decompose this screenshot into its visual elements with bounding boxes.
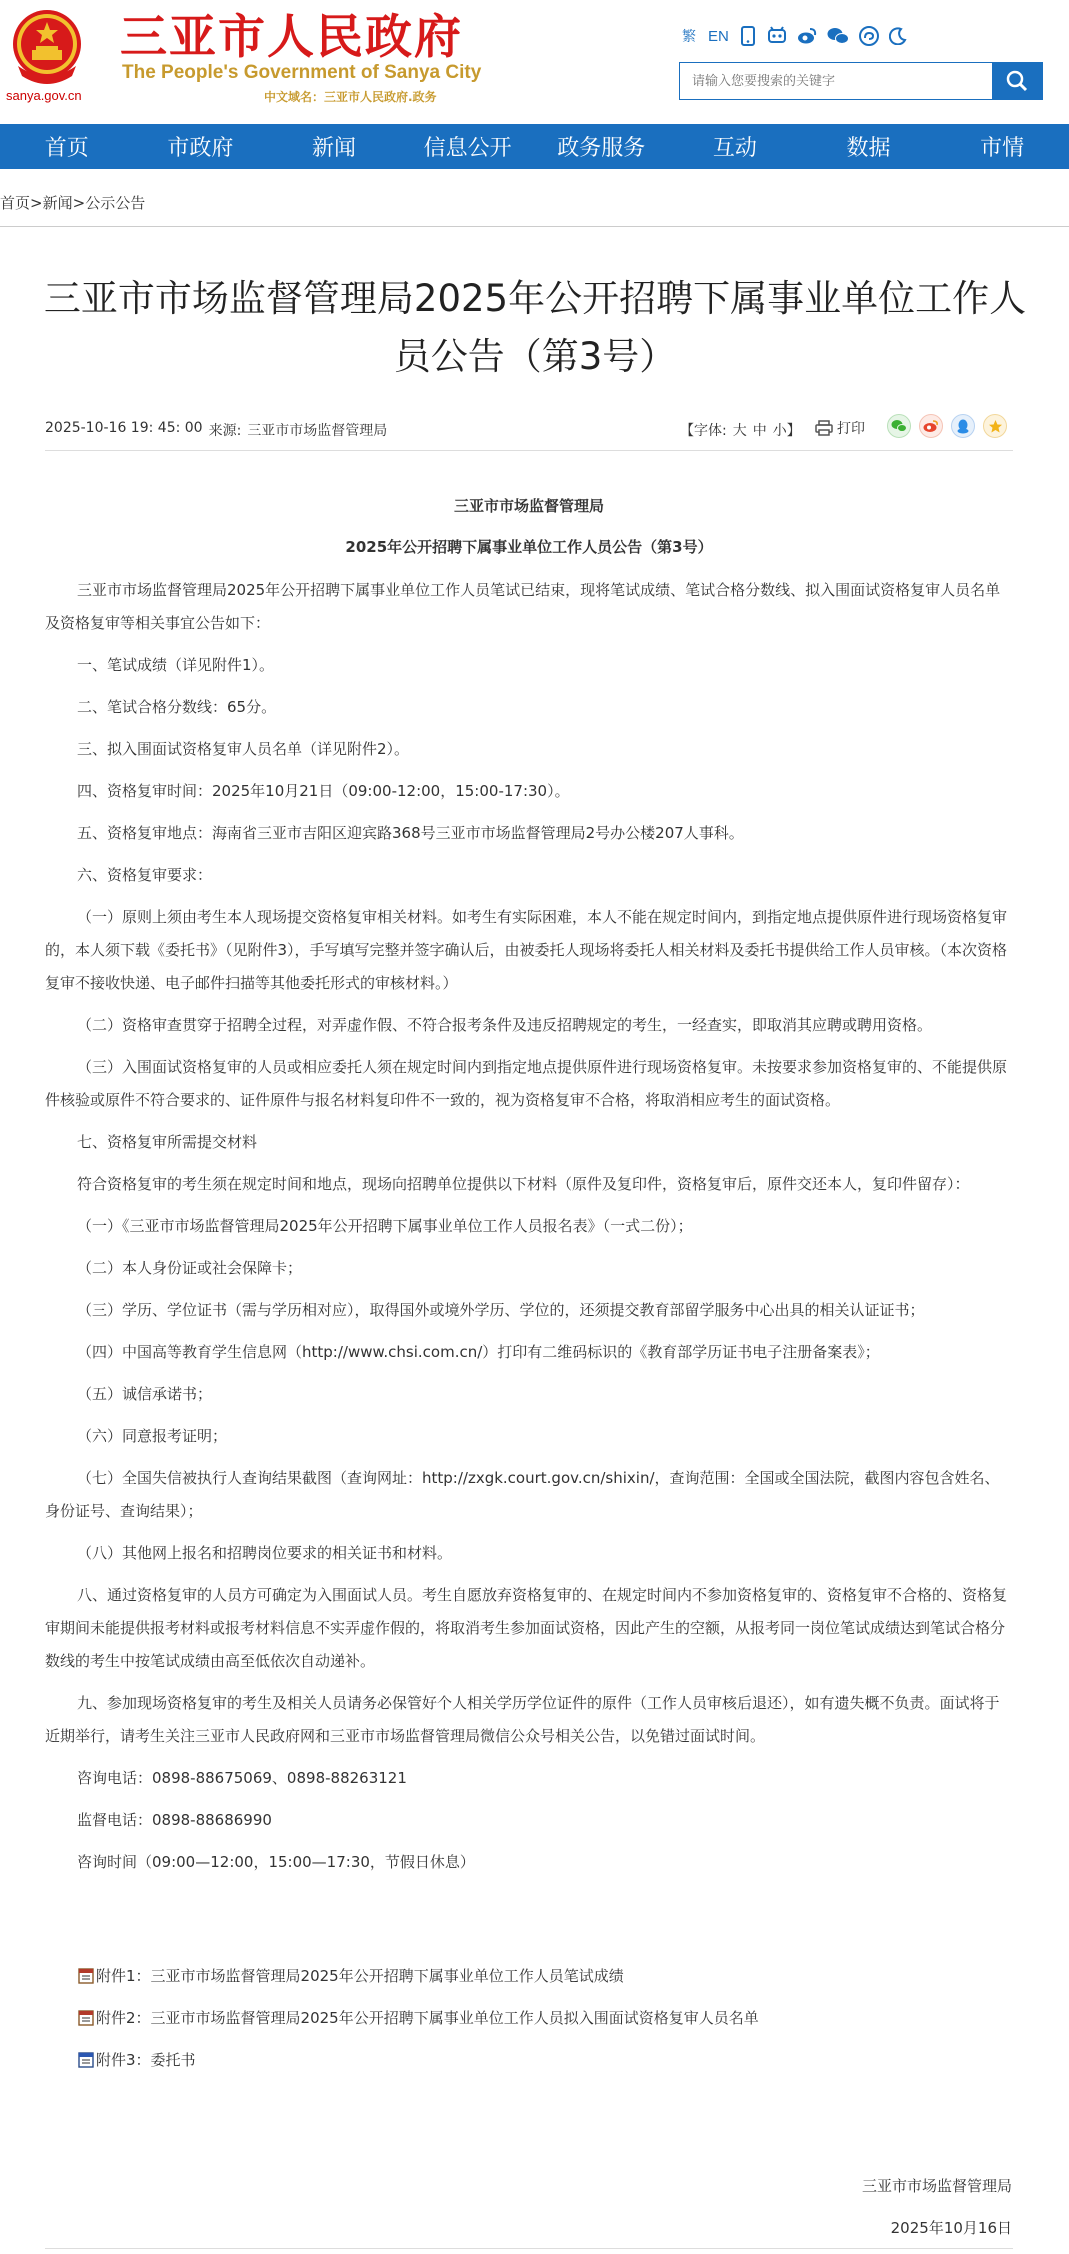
paragraph: 符合资格复审的考生须在规定时间和地点，现场向招聘单位提供以下材料（原件及复印件，资格复审后，原件交还本人，复印件留存）： — [77, 1175, 970, 1193]
paragraph: （二）资格审查贯穿于招聘全过程，对弄虚作假、不符合报考条件及违反招聘规定的考生，一经查实，即取消其应聘或聘用资格。 — [77, 1016, 933, 1034]
paragraph: （八）其他网上报名和招聘岗位要求的相关证书和材料。 — [77, 1544, 453, 1562]
attachment-item[interactable] — [78, 1997, 759, 2039]
nav-item-interaction[interactable]: 互动 — [712, 136, 757, 161]
nav-item-government[interactable]: 市政府 — [167, 136, 234, 161]
paragraph: 七、资格复审所需提交材料 — [77, 1133, 258, 1151]
article-meta — [45, 418, 1013, 454]
paragraph: （一）原则上须由考生本人现场提交资格复审相关材料。如考生有实际困难，本人不能在规定时间内，到指定地点提供原件进行现场资格复审的，本人须下载《委托书》（见附件3），手写填写完整并签字确认后，由被委托人现场将委托人相关材料及委托书提供给工作人员审核。（本次资格复审不接收快递、电子邮件扫描等其他委托形式的审核材料。） — [45, 908, 1008, 992]
paragraph: 九、参加现场资格复审的考生及相关人员请务必保管好个人相关学历学位证件的原件（工作人员审核后退还），如有遗失概不负责。面试将于近期举行，请考生关注三亚市人民政府网和三亚市市场监督管理局微信公众号相关公告，以免错过面试时间。 — [45, 1694, 1000, 1745]
paragraph: 五、资格复审地点：海南省三亚市吉阳区迎宾路368号三亚市市场监督管理局2号办公楼207人事科。 — [77, 824, 744, 842]
excel-file-icon — [78, 2010, 94, 2026]
paragraph: （四）中国高等教育学生信息网（http://www.chsi.com.cn/）打印有二维码标识的《教育部学历证书电子注册备案表》； — [77, 1343, 880, 1361]
attachment-item[interactable] — [78, 2039, 759, 2081]
article-body — [45, 490, 1013, 1888]
paragraph: 八、通过资格复审的人员方可确定为入围面试人员。考生自愿放弃资格复审的、在规定时间内不参加资格复审的、资格复审不合格的、资格复审期间未能提供报考材料或报考材料信息不实弄虚作假的，将取消考生参加面试资格，因此产生的空额，从报考同一岗位笔试成绩达到笔试合格分数线的考生中按笔试成绩由高至低依次自动递补。 — [45, 1586, 1008, 1670]
share-wechat-icon[interactable] — [887, 414, 911, 438]
search-box — [679, 62, 1043, 100]
site-title-en: The People's Government of Sanya City — [122, 62, 482, 83]
weibo-icon[interactable] — [797, 26, 817, 46]
paragraph: 四、资格复审时间：2025年10月21日（09:00-12:00，15:00-17:30）。 — [77, 782, 570, 800]
paragraph: 二、笔试合格分数线：65分。 — [77, 698, 277, 716]
attachment-link[interactable]: 附件3：委托书 — [96, 2051, 196, 2069]
paragraph: 三、拟入围面试资格复审人员名单（详见附件2）。 — [77, 740, 410, 758]
breadcrumb-news[interactable]: 新闻 — [42, 194, 73, 212]
breadcrumb-home[interactable]: 首页 — [0, 194, 31, 212]
print-label: 打印 — [837, 421, 865, 437]
source-name: 三亚市市场监督管理局 — [247, 423, 388, 439]
source-label: 来源: — [208, 423, 242, 439]
nav-item-city-info[interactable]: 市情 — [980, 136, 1025, 161]
article-title: 三亚市市场监督管理局2025年公开招聘下属事业单位工作人员公告（第3号） — [43, 277, 1027, 378]
site-header — [0, 0, 1069, 124]
breadcrumb — [0, 192, 145, 213]
nav-item-services[interactable]: 政务服务 — [557, 136, 646, 161]
english-link[interactable]: EN — [708, 27, 729, 45]
site-title[interactable]: 三亚市人民政府 — [120, 10, 463, 65]
publish-datetime: 2025-10-16 19: 45: 00 — [45, 420, 203, 436]
divider — [45, 450, 1013, 451]
font-size-large[interactable]: 大 — [732, 423, 747, 439]
font-size-label: 【字体: — [680, 423, 727, 439]
paragraph: （二）本人身份证或社会保障卡； — [77, 1259, 303, 1277]
excel-file-icon — [78, 1968, 94, 1984]
word-file-icon — [78, 2052, 94, 2068]
font-size-controls — [680, 420, 801, 440]
breadcrumb-notices[interactable]: 公示公告 — [85, 194, 146, 212]
attachment-link[interactable]: 附件2：三亚市市场监督管理局2025年公开招聘下属事业单位工作人员拟入围面试资格复审人员名单 — [96, 2009, 759, 2027]
paragraph: 一、笔试成绩（详见附件1）。 — [77, 656, 275, 674]
applet-icon[interactable] — [859, 26, 879, 46]
font-size-medium[interactable]: 中 — [752, 423, 767, 439]
main-nav — [0, 124, 1069, 169]
attachment-link[interactable]: 附件1：三亚市市场监督管理局2025年公开招聘下属事业单位工作人员笔试成绩 — [96, 1967, 624, 1985]
nav-item-info-disclosure[interactable]: 信息公开 — [423, 136, 512, 161]
search-button[interactable] — [992, 63, 1042, 99]
paragraph: 三亚市市场监督管理局2025年公开招聘下属事业单位工作人员笔试已结束，现将笔试成绩、笔试合格分数线、拟入围面试资格复审人员名单及资格复审等相关事宜公告如下： — [45, 581, 1001, 632]
contact-hours: 咨询时间（09:00—12:00，15:00—17:30，节假日休息） — [77, 1853, 475, 1871]
search-input[interactable] — [680, 63, 992, 99]
attachment-item[interactable] — [78, 1955, 759, 1997]
wechat-icon[interactable] — [827, 26, 849, 46]
nav-item-news[interactable]: 新闻 — [312, 136, 357, 161]
divider — [0, 226, 1069, 227]
dark-mode-icon[interactable] — [889, 26, 907, 46]
site-domain: sanya.gov.cn — [6, 88, 82, 103]
paragraph: （一）《三亚市市场监督管理局2025年公开招聘下属事业单位工作人员报名表》（一式二份）； — [77, 1217, 693, 1235]
paragraph: （六）同意报考证明； — [77, 1427, 228, 1445]
signature-org: 三亚市市场监督管理局 — [861, 2177, 1012, 2195]
share-qq-icon[interactable] — [951, 414, 975, 438]
chinese-domain: 中文域名：三亚市人民政府.政务 — [264, 90, 437, 104]
attachments — [78, 1955, 759, 2081]
breadcrumb-separator: > — [72, 194, 86, 212]
share-buttons — [887, 414, 1007, 438]
paragraph: （三）学历、学位证书（需与学历相对应），取得国外或境外学历、学位的，还须提交教育部留学服务中心出具的相关认证证书； — [77, 1301, 925, 1319]
signature — [700, 2165, 1012, 2249]
paragraph: （五）诚信承诺书； — [77, 1385, 213, 1403]
traditional-chinese-link[interactable]: 繁 — [682, 29, 696, 45]
printer-icon — [815, 420, 833, 436]
search-icon — [1005, 69, 1029, 93]
signature-date: 2025年10月16日 — [890, 2219, 1012, 2237]
share-qzone-icon[interactable] — [983, 414, 1007, 438]
contact-phone: 咨询电话：0898-88675069、0898-88263121 — [77, 1769, 407, 1787]
nav-item-data[interactable]: 数据 — [846, 136, 891, 161]
header-tools — [680, 24, 907, 48]
national-emblem-icon — [8, 6, 86, 86]
article-org: 三亚市市场监督管理局 — [453, 497, 604, 515]
share-weibo-icon[interactable] — [919, 414, 943, 438]
article-subtitle: 2025年公开招聘下属事业单位工作人员公告（第3号） — [345, 538, 713, 556]
divider — [45, 2248, 1013, 2249]
accessibility-icon[interactable] — [767, 26, 787, 46]
supervision-phone: 监督电话：0898-88686990 — [77, 1811, 272, 1829]
paragraph: 六、资格复审要求： — [77, 866, 213, 884]
paragraph: （三）入围面试资格复审的人员或相应委托人须在规定时间内到指定地点提供原件进行现场资格复审。未按要求参加资格复审的、不能提供原件核验或原件不符合要求的、证件原件与报名材料复印件不一致的，视为资格复审不合格，将取消相应考生的面试资格。 — [45, 1058, 1008, 1109]
print-button[interactable] — [815, 418, 865, 438]
breadcrumb-separator: > — [30, 194, 43, 212]
nav-item-home[interactable]: 首页 — [44, 136, 89, 161]
font-size-small[interactable]: 小】 — [772, 423, 801, 439]
mobile-icon[interactable] — [739, 26, 757, 46]
paragraph: （七）全国失信被执行人查询结果截图（查询网址：http://zxgk.court.gov.cn/shixin/，查询范围：全国或全国法院，截图内容包含姓名、身份证号、查询结果）； — [45, 1469, 1000, 1520]
